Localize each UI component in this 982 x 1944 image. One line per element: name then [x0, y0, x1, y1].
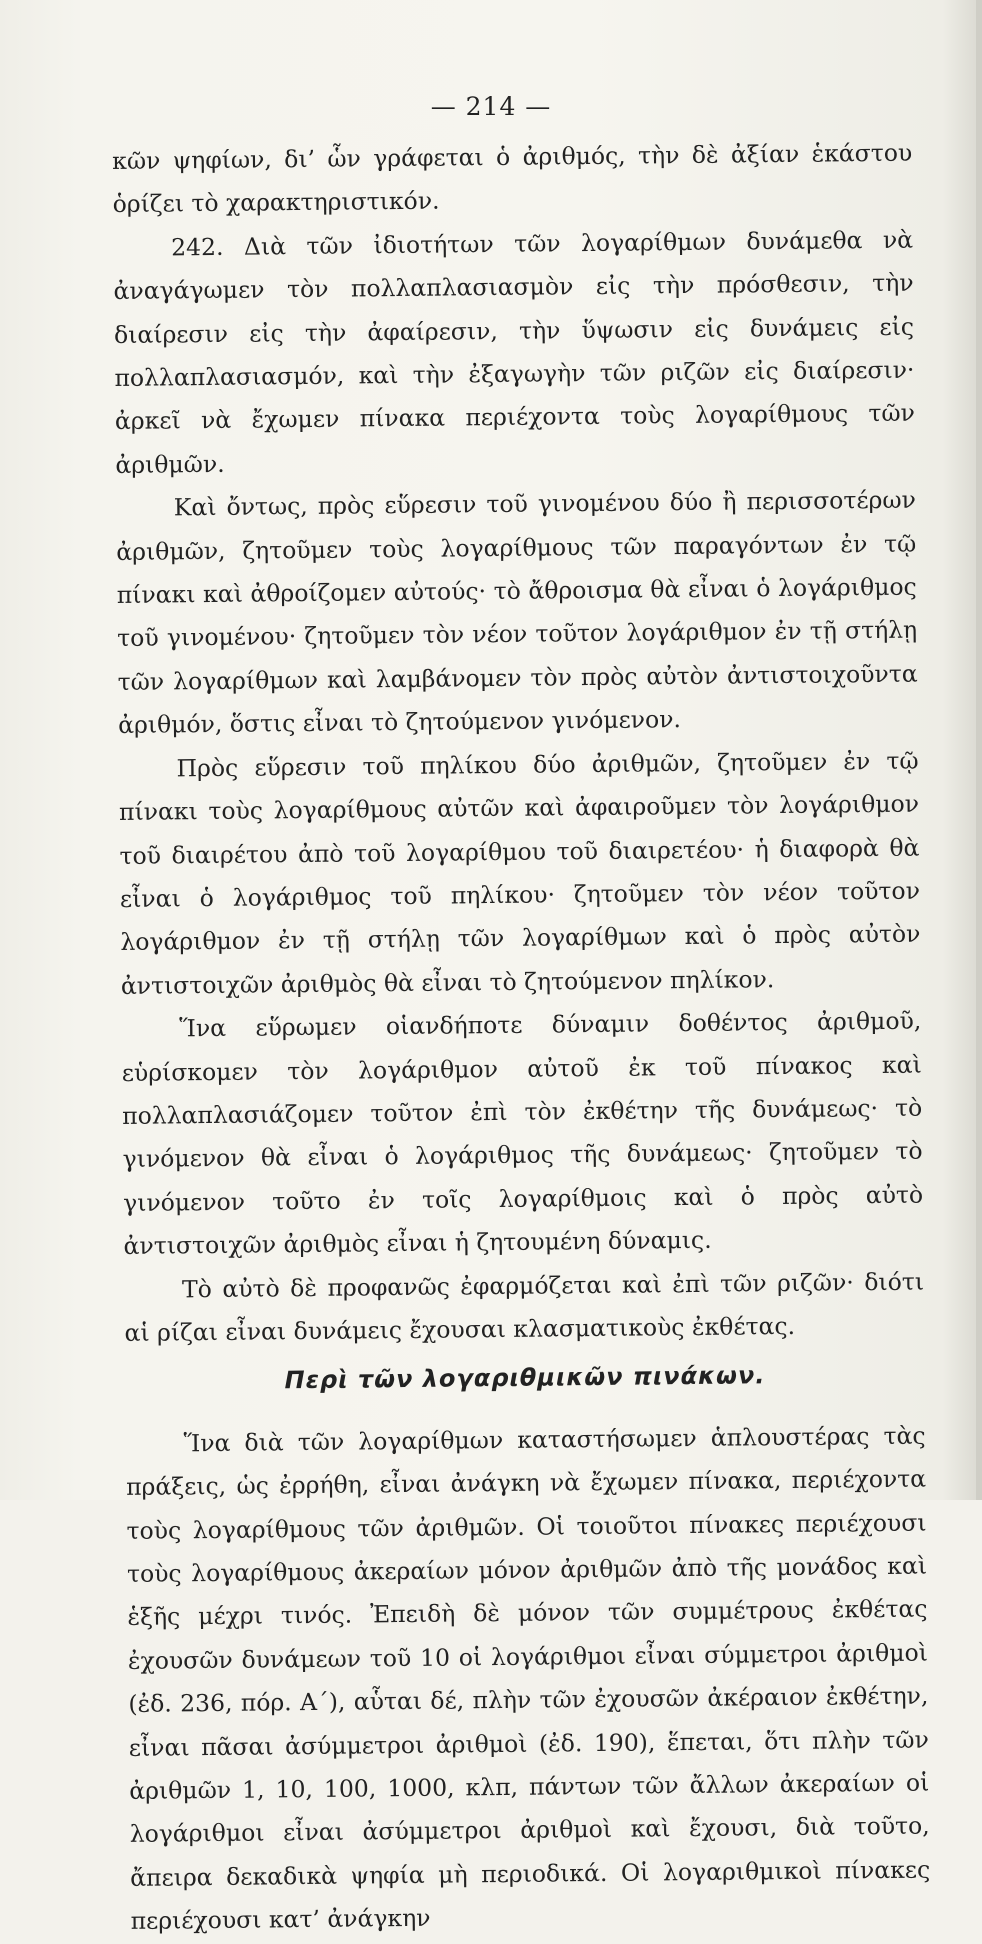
paragraph-242: 242. Διὰ τῶν ἰδιοτήτων τῶν λογαρίθμων δυνάμεθα νὰ ἀναγάγωμεν τὸν πολλαπλασιασμὸν εἰς τὴν πρόσθεσιν, τὴν διαίρεσιν εἰς τὴν ἀφαίρεσιν, τὴν ὕψωσιν εἰς δυνάμεις εἰς πολλαπλασιασμόν, καὶ τὴν ἐξαγωγὴν τῶν ριζῶν εἰς διαίρεσιν· ἀρκεῖ νὰ ἔχωμεν πίνακα περιέχοντα τοὺς λογαρίθμους τῶν ἀριθμῶν. — [113, 225, 916, 479]
section-heading: Περὶ τῶν λογαριθμικῶν πινάκων. — [284, 1361, 766, 1395]
paragraph-power: Ἵνα εὕρωμεν οἱανδήποτε δύναμιν δοθέντος ἀριθμοῦ, εὑρίσκομεν τὸν λογάριθμον αὐτοῦ ἐκ τοῦ πίνακος καὶ πολλαπλασιάζομεν τοῦτον ἐπὶ τὸν ἐκθέτην τῆς δυνάμεως· τὸ γινόμενον θὰ εἶναι ὁ λογάριθμος τῆς δυνάμεως· ζητοῦμεν τὸ γινόμενον τοῦτο ἐν τοῖς λογαρίθμοις καὶ ὁ πρὸς αὐτὸ ἀντιστοιχῶν ἀριθμὸς εἶναι ἡ ζητουμένη δύναμις. — [121, 1006, 924, 1261]
page-edge — [976, 0, 982, 1500]
paragraph-product: Καὶ ὄντως, πρὸς εὕρεσιν τοῦ γινομένου δύο ἢ περισσοτέρων ἀριθμῶν, ζητοῦμεν τοὺς λογαρίθμους τῶν παραγόντων ἐν τῷ πίνακι καὶ ἀθροίζομεν αὐτούς· τὸ ἄθροισμα θὰ εἶναι ὁ λογάριθμος τοῦ γινομένου· ζητοῦμεν τὸν νέον τοῦτον λογάριθμον ἐν τῇ στήλῃ τῶν λογαρίθμων καὶ λαμβάνομεν τὸν πρὸς αὐτὸν ἀντιστοιχοῦντα ἀριθμόν, ὅστις εἶναι τὸ ζητούμενον γινόμενον. — [116, 485, 918, 740]
page-number: — 214 — — [430, 92, 552, 121]
paragraph-tables: Ἵνα διὰ τῶν λογαρίθμων καταστήσωμεν ἁπλουστέρας τὰς πράξεις, ὡς ἐρρήθη, εἶναι ἀνάγκη νὰ ἔχωμεν πίνακα, περιέχοντα τοὺς λογαρίθμους τῶν ἀριθμῶν. Οἱ τοιοῦτοι πίνακες περιέχουσι τοὺς λογαρίθμους ἀκεραίων μόνον ἀριθμῶν ἀπὸ τῆς μονάδος καὶ ἑξῆς μέχρι τινός. Ἐπειδὴ δὲ μόνον τῶν συμμέτρους ἐκθέτας ἐχουσῶν δυνάμεων τοῦ 10 οἱ λογάριθμοι εἶναι σύμμετροι ἀριθμοὶ (ἐδ. 236, πόρ. Α΄), αὗται δέ, πλὴν τῶν ἐχουσῶν ἀκέραιον ἐκθέτην, εἶναι πᾶσαι ἀσύμμετροι ἀριθμοὶ (ἐδ. 190), ἕπεται, ὅτι πλὴν τῶν ἀριθμῶν 1, 10, 100, 1000, κλπ, πάντων τῶν ἄλλων ἀκεραίων οἱ λογάριθμοι εἶναι ἀσύμμετροι ἀριθμοὶ καὶ ἔχουσι, διὰ τοῦτο, ἄπειρα δεκαδικὰ ψηφία μὴ περιοδικά. Οἱ λογαριθμικοὶ πίνακες περιέχουσι κατ’ ἀνάγκην — [125, 1421, 931, 1936]
paragraph-roots: Τὸ αὐτὸ δὲ προφανῶς ἐφαρμόζεται καὶ ἐπὶ τῶν ριζῶν· διότι αἱ ρίζαι εἶναι δυνάμεις ἔχουσαι κλασματικοὺς ἐκθέτας. — [124, 1267, 925, 1347]
body-text — [112, 132, 931, 1944]
paragraph-continuation: κῶν ψηφίων, δι’ ὧν γράφεται ὁ ἀριθμός, τὴν δὲ ἀξίαν ἑκάστου ὁρίζει τὸ χαρακτηριστικόν. — [112, 138, 913, 219]
paragraph-quotient: Πρὸς εὕρεσιν τοῦ πηλίκου δύο ἀριθμῶν, ζητοῦμεν ἐν τῷ πίνακι τοὺς λογαρίθμους αὐτῶν καὶ ἀφαιροῦμεν τὸν λογάριθμον τοῦ διαιρέτου ἀπὸ τοῦ λογαρίθμου τοῦ διαιρετέου· ἡ διαφορὰ θὰ εἶναι ὁ λογάριθμος τοῦ πηλίκου· ζητοῦμεν τὸν νέον τοῦτον λογάριθμον ἐν τῇ στήλῃ τῶν λογαρίθμων καὶ ὁ πρὸς αὐτὸν ἀντιστοιχῶν ἀριθμὸς θὰ εἶναι τὸ ζητούμενον πηλίκον. — [118, 746, 921, 1000]
